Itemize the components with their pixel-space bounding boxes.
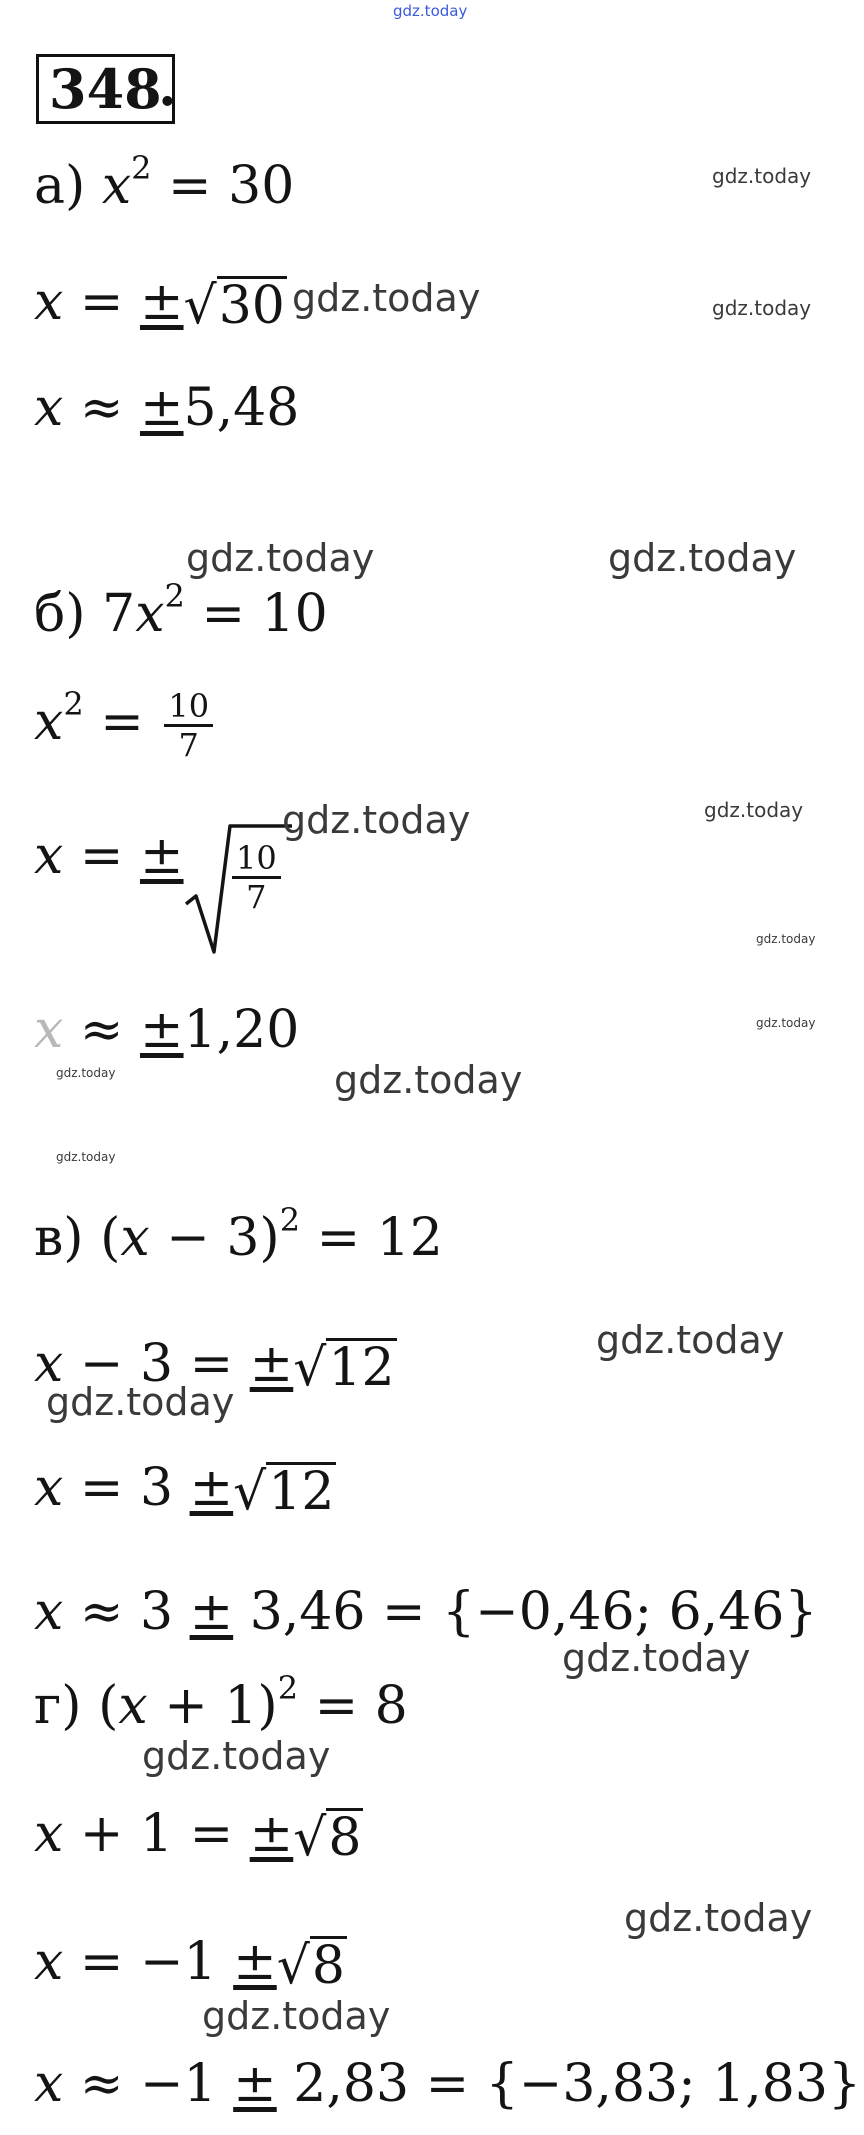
expression: − 3 =: [63, 1334, 234, 1394]
radicand: 8: [328, 1807, 362, 1868]
watermark: gdz.today: [562, 1636, 751, 1680]
numerator: 10: [232, 840, 281, 879]
open-paren: (: [98, 1676, 119, 1736]
radicand: 12: [268, 1461, 335, 1522]
watermark: gdz.today: [334, 1058, 523, 1102]
part-a-result: [34, 378, 299, 438]
watermark: gdz.today: [142, 1734, 331, 1778]
problem-number: 348: [36, 54, 175, 124]
plus-minus-sign: ±: [233, 1932, 277, 1992]
approx-sign: ≈: [79, 1000, 124, 1060]
variable-x: x: [34, 1804, 64, 1864]
variable-x: x: [34, 1334, 64, 1394]
problem-number-dot: .: [158, 54, 177, 118]
square-root: √12: [233, 1461, 335, 1522]
fraction: [232, 840, 281, 915]
plus-minus-sign: ±: [189, 1458, 234, 1518]
watermark: gdz.today: [292, 276, 481, 320]
watermark: gdz.today: [56, 1150, 116, 1164]
exponent: 2: [277, 1669, 299, 1707]
approx-expression: ≈ 3: [79, 1582, 174, 1642]
part-b-equation: [34, 577, 328, 644]
variable-x: x: [118, 1676, 148, 1736]
variable-x: x: [101, 156, 132, 216]
approx-expression: ≈ −1: [79, 2054, 217, 2114]
watermark: gdz.today: [756, 932, 816, 946]
plus-minus-sign: ±: [249, 1334, 294, 1394]
exponent: 2: [63, 685, 84, 723]
watermark: gdz.today: [186, 536, 375, 580]
plus-minus-sign: ±: [249, 1804, 294, 1864]
expression: + 1): [147, 1676, 278, 1736]
watermark: gdz.today: [712, 296, 812, 320]
watermark: gdz.today: [46, 1380, 235, 1424]
square-root: √12: [293, 1337, 395, 1398]
watermark: gdz.today: [596, 1318, 785, 1362]
plus-minus-sign: ±: [139, 826, 184, 886]
equals-sign: =: [79, 826, 124, 886]
big-square-root: [184, 822, 294, 956]
part-b-label: б): [34, 584, 86, 644]
rhs: = 10: [201, 584, 328, 644]
approx-sign: ≈: [79, 378, 124, 438]
part-b-result: [34, 1000, 299, 1060]
variable-x: x: [34, 1932, 64, 1992]
square-root: √8: [276, 1935, 345, 1996]
result-value: 2,83 = {−3,83; 1,83}: [293, 2054, 862, 2114]
part-a-equation: [34, 149, 295, 216]
part-a-label: а): [34, 156, 86, 216]
plus-minus-sign: ±: [189, 1582, 234, 1642]
variable-x: x: [34, 1582, 64, 1642]
rhs: = 8: [314, 1676, 408, 1736]
radicand: 30: [218, 275, 285, 336]
expression: = 3: [63, 1458, 174, 1518]
rhs: = 30: [168, 156, 295, 216]
expression: + 1 =: [63, 1804, 234, 1864]
variable-x: x: [34, 1000, 64, 1060]
variable-x: x: [34, 2054, 64, 2114]
part-v-equation: [34, 1201, 443, 1268]
expression: = −1: [63, 1932, 217, 1992]
part-g-result: [34, 2054, 861, 2114]
part-b-step-1: [34, 685, 217, 764]
equals-sign: =: [100, 692, 144, 752]
plus-minus-sign: ±: [139, 1000, 184, 1060]
exponent: 2: [131, 149, 152, 187]
exponent: 2: [164, 577, 185, 615]
part-a-step-1: [34, 272, 287, 336]
part-g-step-1: [34, 1804, 363, 1868]
open-paren: (: [100, 1208, 121, 1268]
part-v-label: в): [34, 1208, 84, 1268]
plus-minus-sign: ±: [233, 2054, 277, 2114]
watermark-top: gdz.today: [393, 2, 468, 20]
variable-x: x: [34, 378, 64, 438]
equals-sign: =: [79, 272, 124, 332]
variable-x: x: [34, 692, 64, 752]
variable-x: x: [34, 826, 64, 886]
square-root: √8: [293, 1807, 362, 1868]
variable-x: x: [135, 584, 165, 644]
exponent: 2: [279, 1201, 301, 1239]
result-value: 5,48: [183, 378, 300, 438]
part-v-result: [34, 1582, 817, 1642]
watermark: gdz.today: [756, 1016, 816, 1030]
watermark: gdz.today: [712, 164, 812, 188]
watermark: gdz.today: [202, 1994, 391, 2038]
part-g-label: г): [34, 1676, 82, 1736]
plus-minus-sign: ±: [139, 272, 184, 332]
watermark: gdz.today: [56, 1066, 116, 1080]
plus-minus-sign: ±: [139, 378, 184, 438]
radicand: 8: [311, 1935, 345, 1996]
numerator: 10: [164, 688, 213, 727]
watermark: gdz.today: [704, 798, 804, 822]
variable-x: x: [34, 1458, 64, 1518]
radicand: 12: [328, 1337, 395, 1398]
variable-x: x: [34, 272, 64, 332]
denominator: 7: [178, 726, 199, 764]
denominator: 7: [246, 878, 267, 916]
part-v-step-2: [34, 1458, 336, 1522]
coefficient: 7: [102, 584, 136, 644]
square-root: √30: [183, 275, 285, 336]
fraction: [164, 688, 213, 763]
result-value: 1,20: [183, 1000, 300, 1060]
part-g-equation: [34, 1669, 408, 1736]
variable-x: x: [120, 1208, 150, 1268]
watermark: gdz.today: [608, 536, 797, 580]
watermark: gdz.today: [624, 1896, 813, 1940]
expression: − 3): [149, 1208, 280, 1268]
result-value: 3,46 = {−0,46; 6,46}: [249, 1582, 818, 1642]
rhs: = 12: [316, 1208, 443, 1268]
watermark: gdz.today: [282, 798, 471, 842]
part-b-step-2: [34, 826, 184, 886]
part-g-step-2: [34, 1932, 347, 1996]
